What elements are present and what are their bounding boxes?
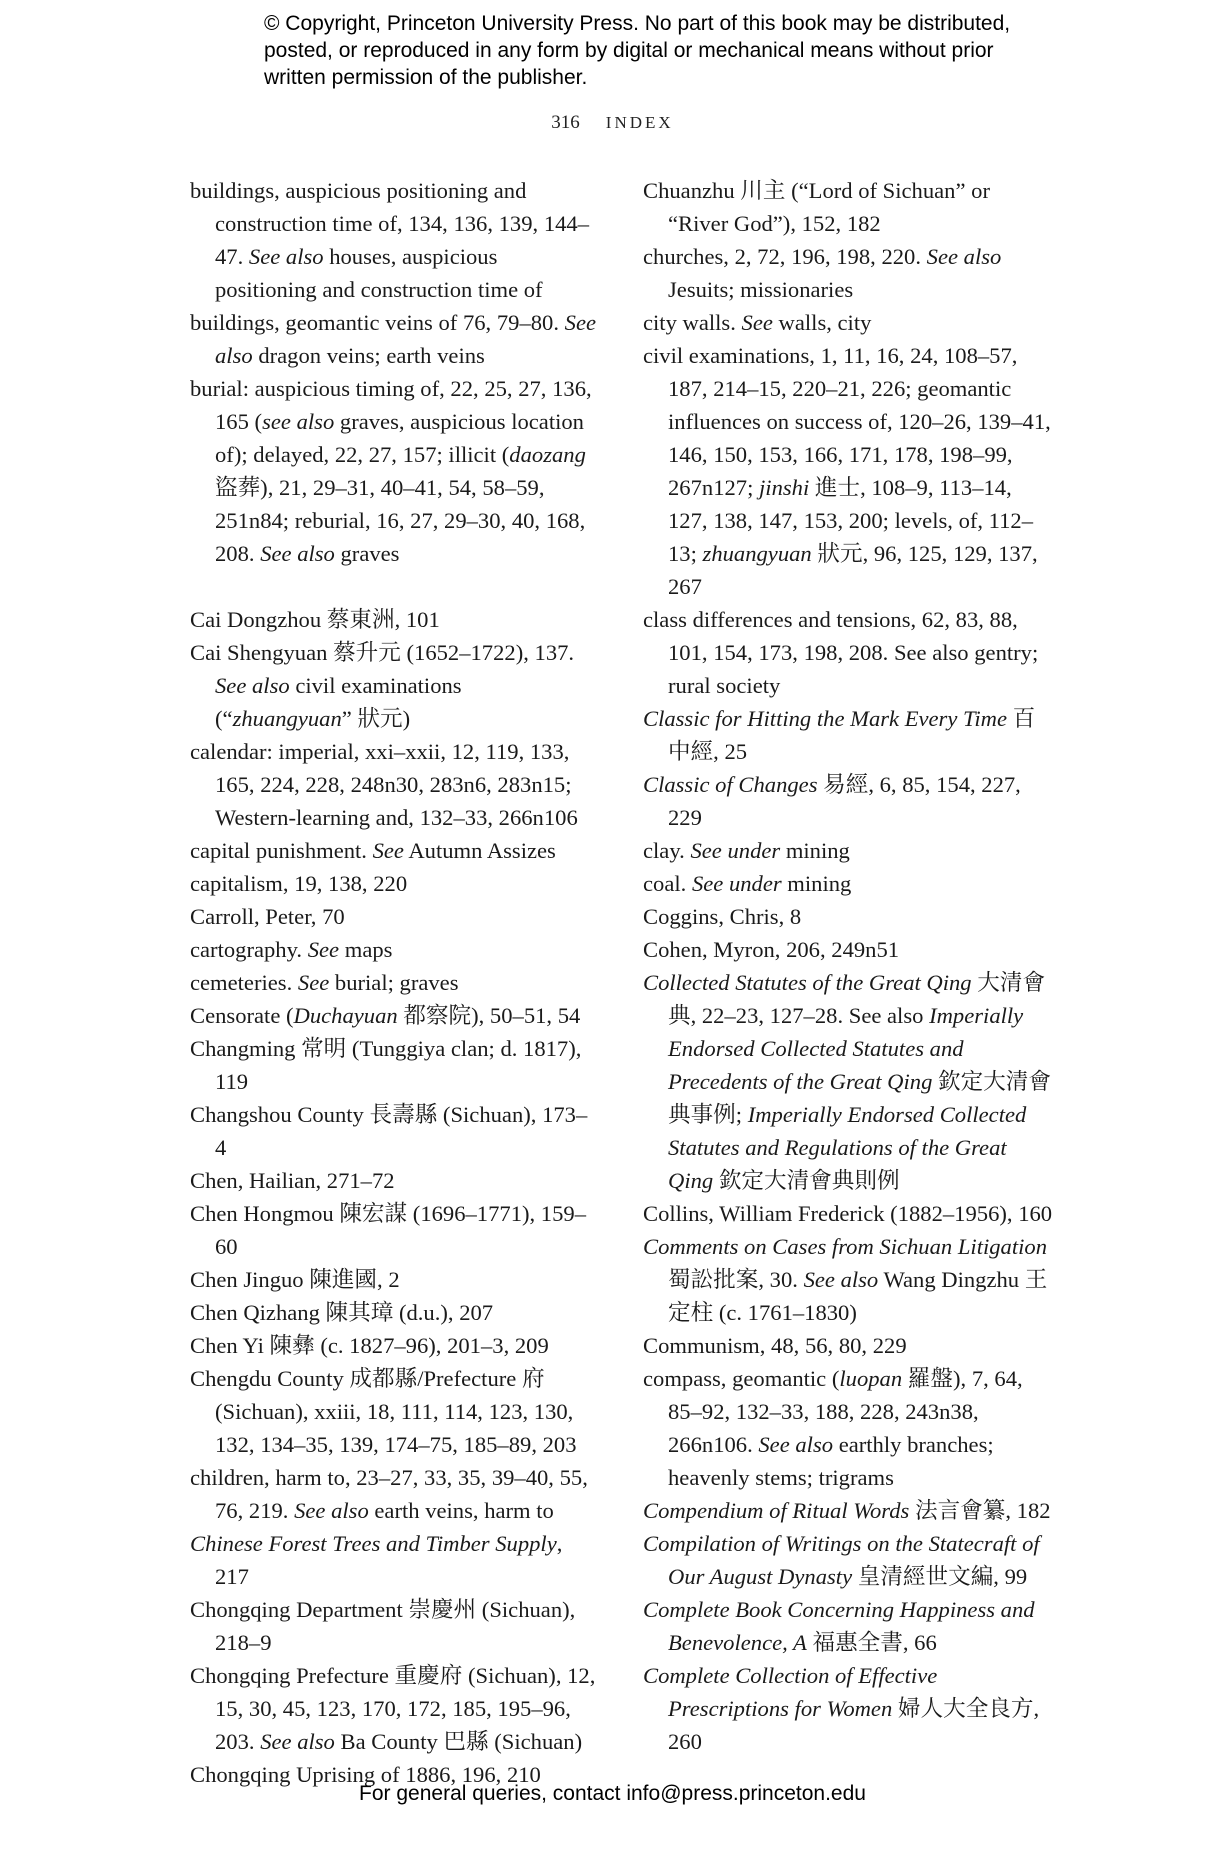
- entry-italic-text: See: [372, 838, 404, 863]
- entry-text: 法言會纂, 182: [909, 1498, 1051, 1523]
- entry-text: 大清會典, 22–23, 127–28. See also: [668, 970, 1046, 1028]
- entry-text: burial; graves: [329, 970, 459, 995]
- index-entry: [190, 1527, 596, 1593]
- entry-text: 福惠全書, 66: [806, 1630, 937, 1655]
- running-head: [0, 112, 1225, 134]
- entry-italic-text: Compendium of Ritual Words: [643, 1498, 910, 1523]
- entry-text: Chen Hongmou 陳宏謀 (1696–1771), 159–60: [190, 1201, 586, 1259]
- entry-text: walls, city: [772, 310, 872, 335]
- index-entry: [190, 1329, 596, 1362]
- entry-text: buildings, geomantic veins of 76, 79–80.: [190, 310, 565, 335]
- entry-text: 欽定大清會典則例: [713, 1168, 900, 1193]
- entry-text: 欽定大清會典事例;: [668, 1069, 1051, 1127]
- index-entry: [190, 900, 596, 933]
- entry-text: capital punishment.: [190, 838, 373, 863]
- entry-text: Chongqing Department 崇慶州 (Sichuan), 218–9: [190, 1597, 576, 1655]
- index-entry: [643, 1527, 1053, 1593]
- index-entry: [190, 1296, 596, 1329]
- entry-italic-text: See also: [758, 1432, 834, 1457]
- entry-text: 蜀訟批案, 30.: [668, 1267, 804, 1292]
- index-entry: [643, 1593, 1053, 1659]
- entry-text: 皇清經世文編, 99: [852, 1564, 1028, 1589]
- entry-italic-text: See: [297, 970, 330, 995]
- index-entry: [190, 834, 596, 867]
- entry-text: Communism, 48, 56, 80, 229: [643, 1333, 907, 1358]
- entry-text: children, harm to, 23–27, 33, 35, 39–40, 55, 76, 219.: [190, 1465, 588, 1523]
- index-entry: [643, 1494, 1053, 1527]
- entry-italic-text: Compilation of Writings on the Statecraft of Our August Dynasty: [643, 1531, 1040, 1589]
- index-entry: [190, 1593, 596, 1659]
- entry-italic-text: See under: [690, 838, 781, 863]
- index-column-left: [190, 174, 596, 1791]
- entry-text: maps: [339, 937, 393, 962]
- index-entry: [190, 735, 596, 834]
- index-entry: [643, 1230, 1053, 1329]
- entry-text: cemeteries.: [190, 970, 298, 995]
- index-entry: [190, 1164, 596, 1197]
- entry-text: Ba County 巴縣 (Sichuan): [334, 1729, 583, 1754]
- index-entry: [190, 999, 596, 1032]
- index-entry: [643, 834, 1053, 867]
- entry-text: Cohen, Myron, 206, 249n51: [643, 937, 900, 962]
- entry-text: coal.: [643, 871, 692, 896]
- index-entry: [643, 1659, 1053, 1758]
- entry-text: Collins, William Frederick (1882–1956), 160: [643, 1201, 1053, 1226]
- entry-text: mining: [781, 871, 852, 896]
- entry-text: Censorate (: [190, 1003, 294, 1028]
- entry-text: Chongqing Prefecture 重慶府 (Sichuan), 12, 15, 30, 45, 123, 170, 172, 185, 195–96, 203.: [190, 1663, 596, 1754]
- index-entry: [190, 867, 596, 900]
- section-title: INDEX: [605, 113, 674, 132]
- index-entry: [643, 768, 1053, 834]
- index-entry: [643, 174, 1053, 240]
- index-entry: [643, 702, 1053, 768]
- entry-text: churches, 2, 72, 196, 198, 220.: [643, 244, 927, 269]
- entry-italic-text: Imperially Endorsed Collected Statutes and Regulations of the Great Qing: [668, 1102, 1027, 1193]
- entry-text: Jesuits; missionaries: [668, 277, 854, 302]
- entry-text: calendar: imperial, xxi–xxii, 12, 119, 133, 165, 224, 228, 248n30, 283n6, 283n15; Western-learning and, 132–33, 266n106: [190, 739, 578, 830]
- entry-italic-text: Chinese Forest Trees and Timber Supply: [190, 1531, 557, 1556]
- footer-contact: For general queries, contact info@press.princeton.edu: [359, 1782, 866, 1805]
- index-entry: [643, 306, 1053, 339]
- index-column-right: [643, 174, 1053, 1758]
- entry-text: 狀元, 96, 125, 129, 137, 267: [668, 541, 1038, 599]
- index-entry: [643, 1197, 1053, 1230]
- entry-text: class differences and tensions, 62, 83, 88, 101, 154, 173, 198, 208. See also gentry; rural society: [643, 607, 1039, 698]
- index-entry: [643, 1329, 1053, 1362]
- entry-text: 易經, 6, 85, 154, 227, 229: [668, 772, 1021, 830]
- entry-text: Chen Qizhang 陳其璋 (d.u.), 207: [190, 1300, 494, 1325]
- entry-text: mining: [780, 838, 850, 863]
- index-entry: [643, 339, 1053, 603]
- index-entry: [190, 636, 596, 735]
- index-entry: [190, 1098, 596, 1164]
- entry-italic-text: Imperially Endorsed Collected Statutes and Precedents of the Great Qing: [668, 1003, 1024, 1094]
- entry-text: houses, auspicious positioning and construction time of: [215, 244, 543, 302]
- index-entry: [190, 933, 596, 966]
- entry-italic-text: See under: [691, 871, 782, 896]
- entry-text: Carroll, Peter, 70: [190, 904, 345, 929]
- entry-text: clay.: [643, 838, 691, 863]
- entry-text: civil examinations, 1, 11, 16, 24, 108–57, 187, 214–15, 220–21, 226; geomantic influences on success of, 120–26, 139–41, 146, 150, 153, 166, 171, 178, 198–99, 267n127;: [643, 343, 1051, 500]
- index-entry: [190, 174, 596, 306]
- index-entry: [643, 1362, 1053, 1494]
- entry-italic-text: See also: [215, 310, 596, 368]
- entry-italic-text: Duchayuan: [293, 1003, 398, 1028]
- entry-text: Changshou County 長壽縣 (Sichuan), 173–4: [190, 1102, 588, 1160]
- entry-italic-text: See also: [803, 1267, 879, 1292]
- entry-text: city walls.: [643, 310, 742, 335]
- entry-text: civil examinations (“: [215, 673, 462, 731]
- index-entry: [643, 603, 1053, 702]
- index-entry: [643, 966, 1053, 1197]
- entry-italic-text: Classic of Changes: [643, 772, 818, 797]
- entry-text: dragon veins; earth veins: [252, 343, 485, 368]
- entry-italic-text: See also: [215, 673, 290, 698]
- index-entry: [643, 933, 1053, 966]
- entry-italic-text: See: [741, 310, 773, 335]
- entry-text: compass, geomantic (: [643, 1366, 840, 1391]
- entry-text: Chen Jinguo 陳進國, 2: [190, 1267, 400, 1292]
- section-gap: [190, 570, 596, 603]
- entry-text: Chen Yi 陳彝 (c. 1827–96), 201–3, 209: [190, 1333, 549, 1358]
- entry-text: 進士, 108–9, 113–14, 127, 138, 147, 153, 200; levels, of, 112–13;: [668, 475, 1034, 566]
- entry-italic-text: jinshi: [759, 475, 810, 500]
- index-entry: [190, 1197, 596, 1263]
- entry-italic-text: see also: [262, 409, 335, 434]
- entry-text: 都察院), 50–51, 54: [397, 1003, 581, 1028]
- entry-italic-text: Complete Collection of Effective Prescriptions for Women: [643, 1663, 938, 1721]
- index-entry: [190, 306, 596, 372]
- page-number: 316: [551, 112, 580, 133]
- index-entry: [190, 1032, 596, 1098]
- entry-italic-text: daozang: [509, 442, 586, 467]
- entry-text: buildings, auspicious positioning and construction time of, 134, 136, 139, 144–47.: [190, 178, 590, 269]
- index-entry: [190, 966, 596, 999]
- entry-text: Cai Shengyuan 蔡升元 (1652–1722), 137.: [190, 640, 575, 665]
- entry-text: Chen, Hailian, 271–72: [190, 1168, 395, 1193]
- index-entry: [190, 372, 596, 570]
- entry-text: graves, auspicious location of); delayed, 22, 27, 157; illicit (: [215, 409, 584, 467]
- index-entry: [190, 1362, 596, 1461]
- entry-text: Chongqing Uprising of 1886, 196, 210: [190, 1762, 541, 1787]
- entry-text: 婦人大全良方, 260: [668, 1696, 1040, 1754]
- copyright-notice: © Copyright, Princeton University Press. No part of this book may be distributed, posted, or reproduced in any form by digital or mechanical means without prior written permission of the publisher.: [264, 12, 1011, 89]
- entry-italic-text: See also: [294, 1498, 369, 1523]
- entry-italic-text: zhuangyuan: [232, 706, 342, 731]
- index-entry: [643, 900, 1053, 933]
- entry-italic-text: zhuangyuan: [702, 541, 812, 566]
- entry-text: Wang Dingzhu 王定柱 (c. 1761–1830): [668, 1267, 1048, 1325]
- entry-text: Coggins, Chris, 8: [643, 904, 802, 929]
- entry-italic-text: Complete Book Concerning Happiness and Benevolence, A: [643, 1597, 1035, 1655]
- entry-italic-text: See: [307, 937, 340, 962]
- entry-italic-text: luopan: [839, 1366, 903, 1391]
- entry-italic-text: Collected Statutes of the Great Qing: [643, 970, 972, 995]
- entry-text: burial: auspicious timing of, 22, 25, 27, 136, 165 (: [190, 376, 592, 434]
- entry-italic-text: Classic for Hitting the Mark Every Time: [643, 706, 1007, 731]
- index-entry: [190, 1659, 596, 1758]
- entry-text: , 217: [215, 1531, 563, 1589]
- entry-italic-text: See also: [248, 244, 324, 269]
- index-entry: [643, 240, 1053, 306]
- entry-text: Cai Dongzhou 蔡東洲, 101: [190, 607, 440, 632]
- entry-text: earthly branches; heavenly stems; trigrams: [668, 1432, 994, 1490]
- entry-text: 百中經, 25: [668, 706, 1036, 764]
- entry-text: earth veins, harm to: [368, 1498, 554, 1523]
- entry-text: Chuanzhu 川主 (“Lord of Sichuan” or “River God”), 152, 182: [643, 178, 990, 236]
- entry-text: graves: [334, 541, 400, 566]
- entry-text: 盜葬), 21, 29–31, 40–41, 54, 58–59, 251n84; reburial, 16, 27, 29–30, 40, 168, 208.: [215, 475, 586, 566]
- index-entry: [190, 1461, 596, 1527]
- entry-italic-text: See also: [260, 541, 335, 566]
- entry-text: cartography.: [190, 937, 308, 962]
- entry-text: capitalism, 19, 138, 220: [190, 871, 408, 896]
- entry-text: ” 狀元): [341, 706, 411, 731]
- index-entry: [190, 603, 596, 636]
- entry-text: Chengdu County 成都縣/Prefecture 府 (Sichuan), xxiii, 18, 111, 114, 123, 130, 132, 134–35, 139, 174–75, 185–89, 203: [190, 1366, 577, 1457]
- entry-text: 羅盤), 7, 64, 85–92, 132–33, 188, 228, 243n38, 266n106.: [668, 1366, 1023, 1457]
- entry-italic-text: See also: [260, 1729, 335, 1754]
- index-entry: [190, 1263, 596, 1296]
- entry-italic-text: Comments on Cases from Sichuan Litigation: [643, 1234, 1047, 1259]
- entry-italic-text: See also: [926, 244, 1002, 269]
- index-entry: [643, 867, 1053, 900]
- entry-text: Autumn Assizes: [403, 838, 556, 863]
- entry-text: Changming 常明 (Tunggiya clan; d. 1817), 119: [190, 1036, 582, 1094]
